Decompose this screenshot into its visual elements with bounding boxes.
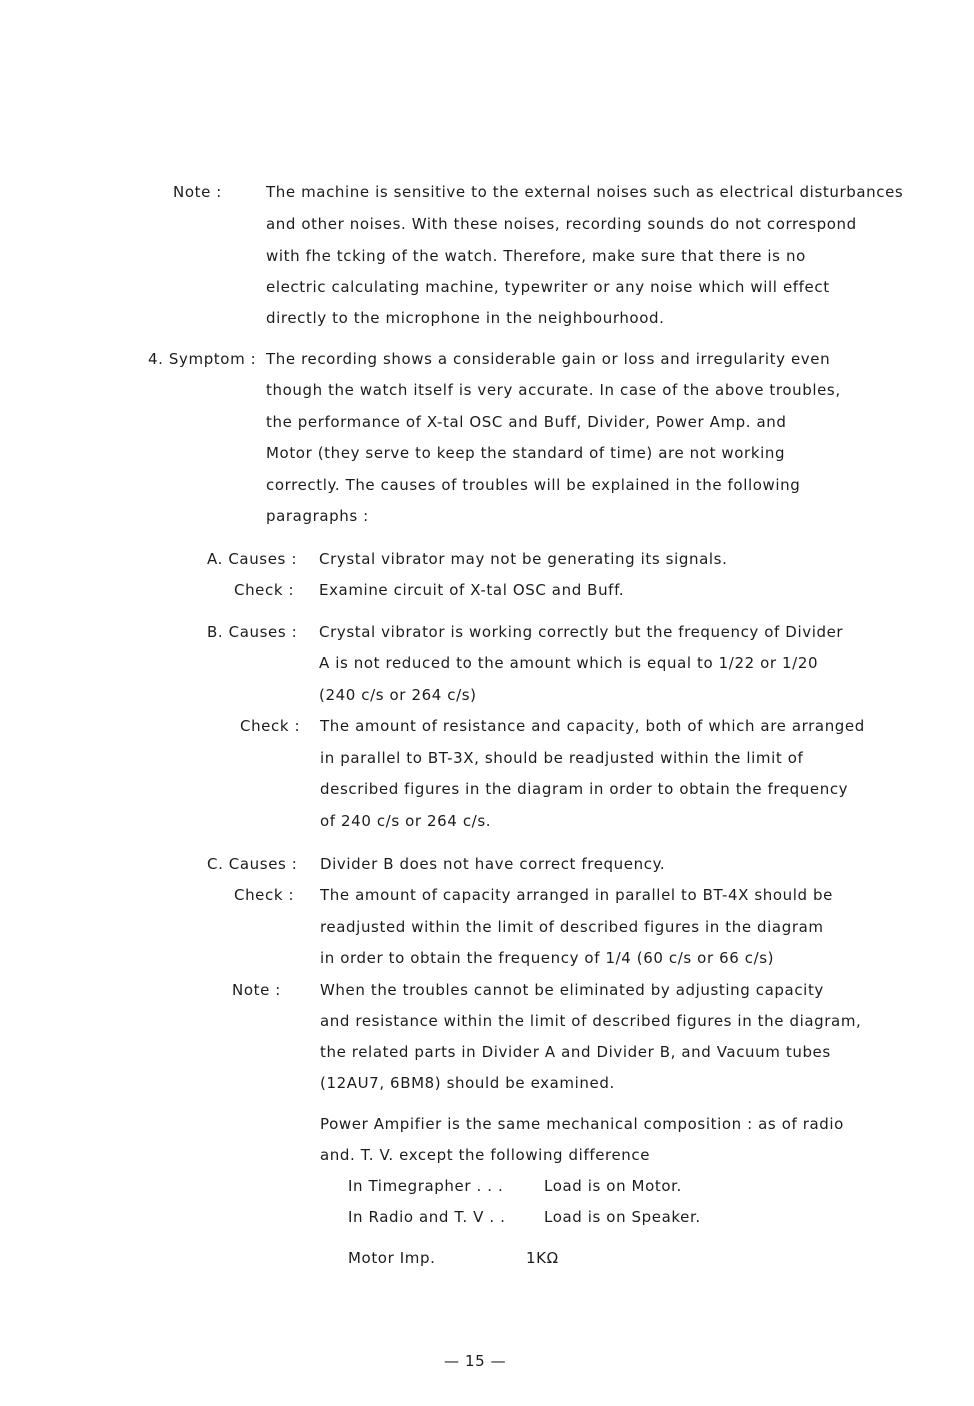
b-check-label: Check : bbox=[240, 717, 301, 735]
c-causes-label: C. Causes : bbox=[207, 855, 298, 873]
note-line: directly to the microphone in the neighbourhood. bbox=[266, 309, 665, 327]
c-check-line: The amount of capacity arranged in parallel to BT-4X should be bbox=[320, 886, 833, 904]
timegrapher-label: In Timegrapher . . . bbox=[348, 1177, 504, 1195]
c-check-line: readjusted within the limit of described figures in the diagram bbox=[320, 918, 824, 936]
page-number: — 15 — bbox=[444, 1352, 507, 1370]
symptom-line: Motor (they serve to keep the standard of time) are not working bbox=[266, 444, 786, 462]
note-line: The machine is sensitive to the external noises such as electrical disturbances bbox=[266, 183, 904, 201]
b-causes-label: B. Causes : bbox=[207, 623, 298, 641]
c-causes-text: Divider B does not have correct frequency. bbox=[320, 855, 666, 873]
c-note-line: (12AU7, 6BM8) should be examined. bbox=[320, 1074, 615, 1092]
c-note-line: the related parts in Divider A and Divider B, and Vacuum tubes bbox=[320, 1043, 831, 1061]
power-line: and. T. V. except the following difference bbox=[320, 1146, 651, 1164]
radio-label: In Radio and T. V . . bbox=[348, 1208, 506, 1226]
note-label: Note : bbox=[173, 183, 222, 201]
b-causes-line: Crystal vibrator is working correctly but the frequency of Divider bbox=[319, 623, 844, 641]
power-line: Power Ampifier is the same mechanical composition : as of radio bbox=[320, 1115, 844, 1133]
a-check-text: Examine circuit of X-tal OSC and Buff. bbox=[319, 581, 625, 599]
a-check-label: Check : bbox=[234, 581, 295, 599]
a-causes-label: A. Causes : bbox=[207, 550, 297, 568]
motor-imp-value: 1KΩ bbox=[526, 1249, 559, 1267]
symptom-line: the performance of X-tal OSC and Buff, Divider, Power Amp. and bbox=[266, 413, 787, 431]
b-check-line: in parallel to BT-3X, should be readjusted within the limit of bbox=[320, 749, 804, 767]
timegrapher-value: Load is on Motor. bbox=[544, 1177, 682, 1195]
motor-imp-label: Motor Imp. bbox=[348, 1249, 436, 1267]
b-check-line: of 240 c/s or 264 c/s. bbox=[320, 812, 492, 830]
b-check-line: The amount of resistance and capacity, both of which are arranged bbox=[320, 717, 865, 735]
symptom-line: though the watch itself is very accurate. In case of the above troubles, bbox=[266, 381, 841, 399]
c-note-line: and resistance within the limit of described figures in the diagram, bbox=[320, 1012, 862, 1030]
symptom-line: correctly. The causes of troubles will be explained in the following bbox=[266, 476, 801, 494]
a-causes-text: Crystal vibrator may not be generating its signals. bbox=[319, 550, 728, 568]
note-line: and other noises. With these noises, recording sounds do not correspond bbox=[266, 215, 857, 233]
symptom-line: paragraphs : bbox=[266, 507, 369, 525]
c-note-line: When the troubles cannot be eliminated by adjusting capacity bbox=[320, 981, 824, 999]
symptom-line: The recording shows a considerable gain or loss and irregularity even bbox=[266, 350, 831, 368]
note-line: with fhe tcking of the watch. Therefore, make sure that there is no bbox=[266, 247, 806, 265]
b-check-line: described figures in the diagram in order to obtain the frequency bbox=[320, 780, 849, 798]
b-causes-line: A is not reduced to the amount which is equal to 1/22 or 1/20 bbox=[319, 654, 819, 672]
radio-value: Load is on Speaker. bbox=[544, 1208, 701, 1226]
c-note-label: Note : bbox=[232, 981, 281, 999]
b-causes-line: (240 c/s or 264 c/s) bbox=[319, 686, 477, 704]
note-line: electric calculating machine, typewriter or any noise which will effect bbox=[266, 278, 830, 296]
symptom-label: 4. Symptom : bbox=[148, 350, 257, 368]
c-check-line: in order to obtain the frequency of 1/4 (60 c/s or 66 c/s) bbox=[320, 949, 775, 967]
c-check-label: Check : bbox=[234, 886, 295, 904]
